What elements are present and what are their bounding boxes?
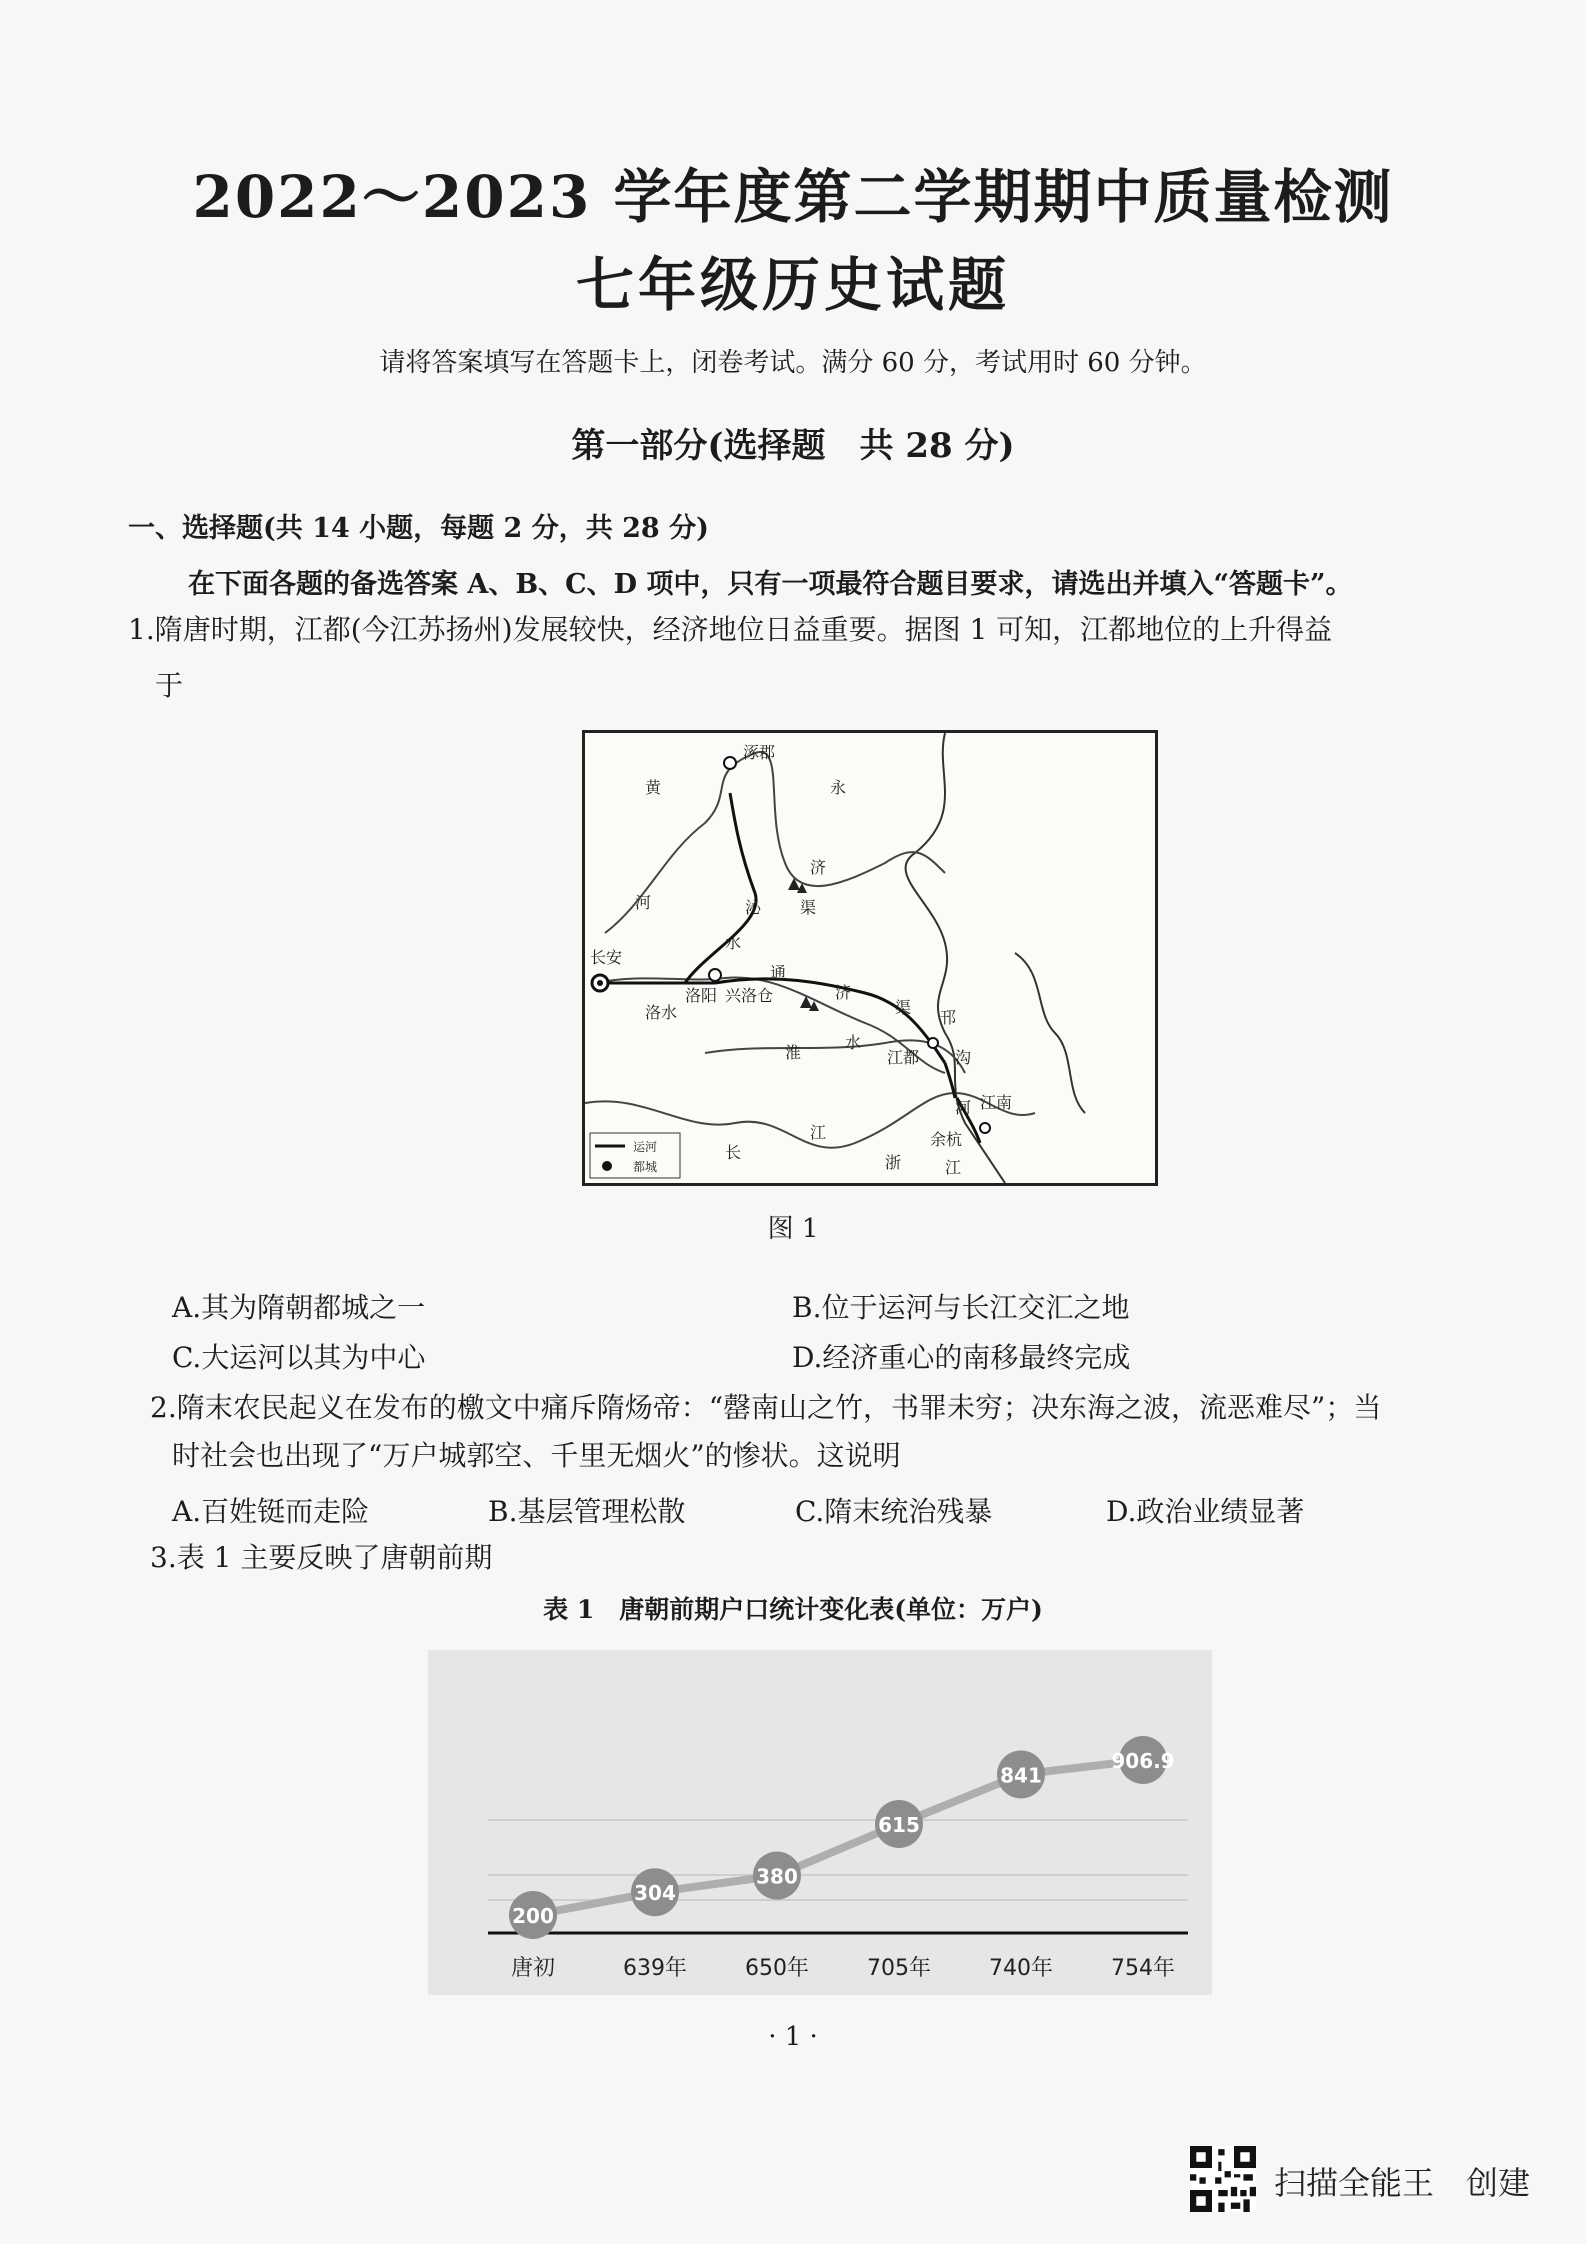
table-1-title: 表 1 唐朝前期户口统计变化表(单位：万户) xyxy=(543,1595,1043,1624)
label-ji2: 济 xyxy=(835,983,852,1002)
label-he2: 河 xyxy=(955,1098,972,1117)
section-instruction: 在下面各题的备选答案 A、B、C、D 项中，只有一项最符合题目要求，请选出并填入“答题卡”。 xyxy=(188,569,1353,600)
jiangdu-marker xyxy=(928,1038,938,1048)
chart-x-tick-label: 唐初 xyxy=(510,1956,556,1981)
label-jiangdu: 江都 xyxy=(887,1048,920,1067)
huai-river xyxy=(705,1040,965,1073)
chart-x-tick-label: 740年 xyxy=(989,1956,1053,1981)
label-yuhang: 余杭 xyxy=(930,1130,963,1149)
q2-stem-line1: 2.隋末农民起义在发布的檄文中痛斥隋炀帝：“罄南山之竹，书罪未穷；决东海之波，流恶难尽”；当 xyxy=(150,1391,1382,1424)
chart-data-label: 380 xyxy=(756,1864,798,1889)
legend-capital-label: 都城 xyxy=(633,1160,658,1174)
label-shui2: 水 xyxy=(845,1033,862,1052)
label-zhuojun: 涿郡 xyxy=(743,743,776,762)
label-jiangnan: 江南 xyxy=(980,1093,1013,1112)
household-chart xyxy=(428,1650,1212,1995)
yongji-canal xyxy=(685,793,756,983)
label-changan: 长安 xyxy=(590,948,623,967)
label-chang: 长 xyxy=(725,1143,742,1162)
figure-1-caption: 图 1 xyxy=(767,1214,819,1244)
q2-stem-line2: 时社会也出现了“万户城郭空、千里无烟火”的惨状。这说明 xyxy=(172,1439,901,1472)
label-yong: 永 xyxy=(830,778,847,797)
exam-notice: 请将答案填写在答题卡上，闭卷考试。满分 60 分，考试用时 60 分钟。 xyxy=(379,348,1207,378)
label-jiang2: 江 xyxy=(945,1158,962,1177)
exam-title-line2: 七年级历史试题 xyxy=(575,251,1010,319)
label-ji1: 济 xyxy=(810,858,827,877)
chart-data-label: 906.9 xyxy=(1111,1749,1175,1773)
label-gou: 沟 xyxy=(955,1048,972,1067)
changan-dot xyxy=(597,980,603,986)
label-xingluocang: 兴洛仓 xyxy=(725,986,774,1005)
chart-x-tick-label: 705年 xyxy=(867,1956,931,1981)
chart-data-label: 200 xyxy=(512,1904,554,1928)
part-title: 第一部分(选择题 共 28 分) xyxy=(571,426,1015,466)
legend-capital-dot xyxy=(602,1161,612,1171)
label-luoshui: 洛水 xyxy=(645,1003,678,1022)
chart-x-tick-label: 639年 xyxy=(623,1956,687,1981)
q1-stem-line1: 1.隋唐时期，江都(今江苏扬州)发展较快，经济地位日益重要。据图 1 可知，江都地位的上升得益 xyxy=(128,613,1333,646)
label-luoyang: 洛阳 xyxy=(685,986,718,1005)
legend-canal-label: 运河 xyxy=(633,1140,658,1154)
chart-data-label: 615 xyxy=(878,1813,920,1838)
yuhang-marker xyxy=(980,1123,990,1133)
q2-option-d: D.政治业绩显著 xyxy=(1106,1495,1305,1528)
q2-option-a: A.百姓铤而走险 xyxy=(172,1495,370,1528)
household-chart-svg xyxy=(428,1650,1212,1995)
label-shui1: 水 xyxy=(725,933,742,952)
label-han: 邗 xyxy=(940,1008,957,1027)
coastline-2 xyxy=(1015,953,1085,1113)
label-qu2: 渠 xyxy=(895,998,912,1017)
label-he: 河 xyxy=(635,893,652,912)
figure-1-map xyxy=(582,730,1158,1186)
q1-option-d: D.经济重心的南移最终完成 xyxy=(792,1341,1131,1374)
luoyang-marker xyxy=(709,969,721,981)
label-qu1: 渠 xyxy=(800,898,817,917)
q3-stem: 3.表 1 主要反映了唐朝前期 xyxy=(150,1541,493,1574)
page-number: · 1 · xyxy=(768,2022,818,2052)
scanner-watermark xyxy=(1190,2146,1570,2216)
canal-map-svg xyxy=(585,733,1155,1183)
exam-title-line1: 2022～2023 学年度第二学期期中质量检测 xyxy=(192,163,1394,231)
section-heading: 一、选择题(共 14 小题，每题 2 分，共 28 分) xyxy=(128,513,709,544)
q1-option-c: C.大运河以其为中心 xyxy=(172,1341,426,1374)
chart-data-label: 304 xyxy=(634,1881,676,1906)
label-qin: 沁 xyxy=(745,898,762,917)
zhuojun-marker xyxy=(724,757,736,769)
map-legend xyxy=(590,1133,680,1178)
chart-x-tick-label: 650年 xyxy=(745,1956,809,1981)
q1-stem-line2: 于 xyxy=(155,669,184,702)
chart-x-tick-label: 754年 xyxy=(1111,1956,1175,1981)
scanner-text: 扫描全能王 创建 xyxy=(1274,2164,1531,2202)
chart-series-line xyxy=(533,1760,1143,1915)
q2-option-c: C.隋末统治残暴 xyxy=(795,1495,993,1528)
label-jiang: 江 xyxy=(810,1123,827,1142)
q2-option-b: B.基层管理松散 xyxy=(488,1495,686,1528)
label-zhe: 浙 xyxy=(885,1153,902,1172)
label-huai: 淮 xyxy=(785,1043,802,1062)
q1-option-b: B.位于运河与长江交汇之地 xyxy=(792,1291,1130,1324)
qr-code-icon xyxy=(1190,2146,1256,2212)
label-tong: 通 xyxy=(770,963,787,982)
chart-data-label: 841 xyxy=(1000,1763,1042,1788)
q1-option-a: A.其为隋朝都城之一 xyxy=(172,1291,426,1324)
label-huang: 黄 xyxy=(645,778,662,797)
